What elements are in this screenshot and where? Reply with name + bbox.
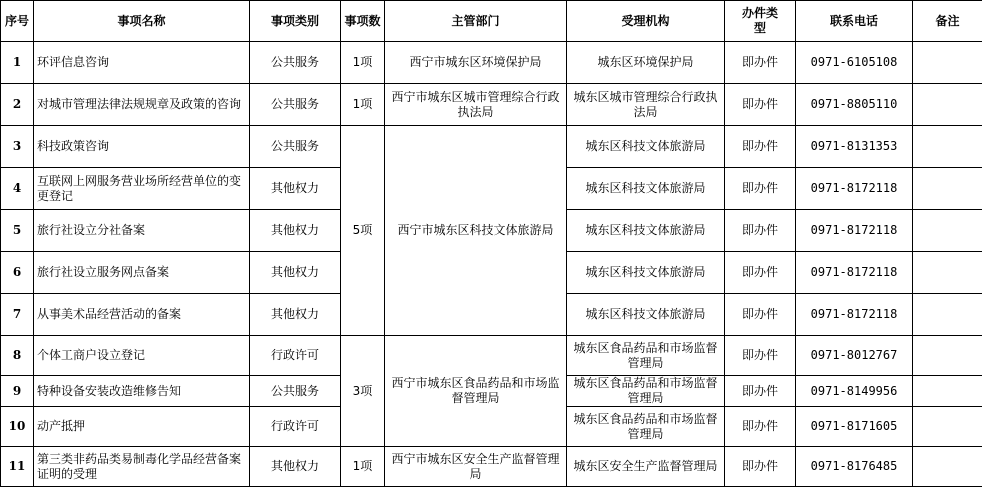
item-name: 旅行社设立服务网点备案 [34,252,250,294]
header-agency: 受理机构 [567,1,725,42]
item-name: 旅行社设立分社备案 [34,210,250,252]
contact-phone: 0971-8176485 [796,447,913,487]
remark [913,294,982,336]
contact-phone: 0971-8172118 [796,294,913,336]
row-number: 2 [1,84,34,126]
header-dept: 主管部门 [385,1,567,42]
agency: 城东区城市管理综合行政执法局 [567,84,725,126]
remark [913,447,982,487]
row-number: 1 [1,42,34,84]
handling-type: 即办件 [725,294,796,336]
agency: 城东区食品药品和市场监督管理局 [567,336,725,376]
contact-phone: 0971-8805110 [796,84,913,126]
remark [913,336,982,376]
handling-type: 即办件 [725,447,796,487]
contact-phone: 0971-8012767 [796,336,913,376]
contact-phone: 0971-8172118 [796,210,913,252]
item-name: 环评信息咨询 [34,42,250,84]
contact-phone: 0971-8172118 [796,252,913,294]
header-count: 事项数 [341,1,385,42]
handling-type: 即办件 [725,336,796,376]
table-row [1,126,982,168]
item-category: 其他权力 [250,447,341,487]
item-name: 动产抵押 [34,407,250,447]
remark [913,168,982,210]
row-number: 8 [1,336,34,376]
handling-type: 即办件 [725,84,796,126]
item-category: 其他权力 [250,210,341,252]
contact-phone: 0971-8171605 [796,407,913,447]
item-category: 公共服务 [250,42,341,84]
item-name: 特种设备安装改造维修告知 [34,376,250,407]
row-number: 6 [1,252,34,294]
remark [913,126,982,168]
item-category: 其他权力 [250,294,341,336]
row-number: 3 [1,126,34,168]
item-name: 科技政策咨询 [34,126,250,168]
table-row [1,447,982,487]
row-number: 4 [1,168,34,210]
row-number: 7 [1,294,34,336]
contact-phone: 0971-6105108 [796,42,913,84]
item-count: 1项 [341,42,385,84]
remark [913,210,982,252]
agency: 城东区食品药品和市场监督管理局 [567,376,725,407]
remark [913,252,982,294]
contact-phone: 0971-8172118 [796,168,913,210]
table-row [1,84,982,126]
table-row [1,42,982,84]
item-name: 对城市管理法律法规规章及政策的咨询 [34,84,250,126]
handling-type: 即办件 [725,252,796,294]
agency: 城东区安全生产监督管理局 [567,447,725,487]
item-category: 其他权力 [250,252,341,294]
item-category: 行政许可 [250,336,341,376]
department: 西宁市城东区科技文体旅游局 [385,126,567,336]
item-count: 5项 [341,126,385,336]
item-category: 公共服务 [250,126,341,168]
item-count: 1项 [341,84,385,126]
header-remark: 备注 [913,1,982,42]
item-name: 第三类非药品类易制毒化学品经营备案证明的受理 [34,447,250,487]
item-name: 从事美术品经营活动的备案 [34,294,250,336]
remark [913,84,982,126]
department: 西宁市城东区安全生产监督管理局 [385,447,567,487]
agency: 城东区科技文体旅游局 [567,168,725,210]
department: 西宁市城东区食品药品和市场监督管理局 [385,336,567,447]
agency: 城东区食品药品和市场监督管理局 [567,407,725,447]
agency: 城东区科技文体旅游局 [567,252,725,294]
agency: 城东区环境保护局 [567,42,725,84]
agency: 城东区科技文体旅游局 [567,126,725,168]
remark [913,42,982,84]
handling-type: 即办件 [725,42,796,84]
header-name: 事项名称 [34,1,250,42]
agency: 城东区科技文体旅游局 [567,210,725,252]
item-category: 行政许可 [250,407,341,447]
item-category: 其他权力 [250,168,341,210]
item-category: 公共服务 [250,376,341,407]
handling-type: 即办件 [725,210,796,252]
row-number: 11 [1,447,34,487]
header-type: 办件类型 [725,1,796,42]
header-category: 事项类别 [250,1,341,42]
row-number: 9 [1,376,34,407]
header-phone: 联系电话 [796,1,913,42]
contact-phone: 0971-8149956 [796,376,913,407]
row-number: 10 [1,407,34,447]
handling-type: 即办件 [725,376,796,407]
handling-type: 即办件 [725,407,796,447]
table-row [1,336,982,376]
item-name: 个体工商户设立登记 [34,336,250,376]
department: 西宁市城东区环境保护局 [385,42,567,84]
row-number: 5 [1,210,34,252]
handling-type: 即办件 [725,126,796,168]
header-row [1,1,982,42]
item-count: 3项 [341,336,385,447]
item-category: 公共服务 [250,84,341,126]
department: 西宁市城东区城市管理综合行政执法局 [385,84,567,126]
agency: 城东区科技文体旅游局 [567,294,725,336]
item-count: 1项 [341,447,385,487]
contact-phone: 0971-8131353 [796,126,913,168]
header-seq: 序号 [1,1,34,42]
remark [913,407,982,447]
remark [913,376,982,407]
handling-type: 即办件 [725,168,796,210]
item-name: 互联网上网服务营业场所经营单位的变更登记 [34,168,250,210]
